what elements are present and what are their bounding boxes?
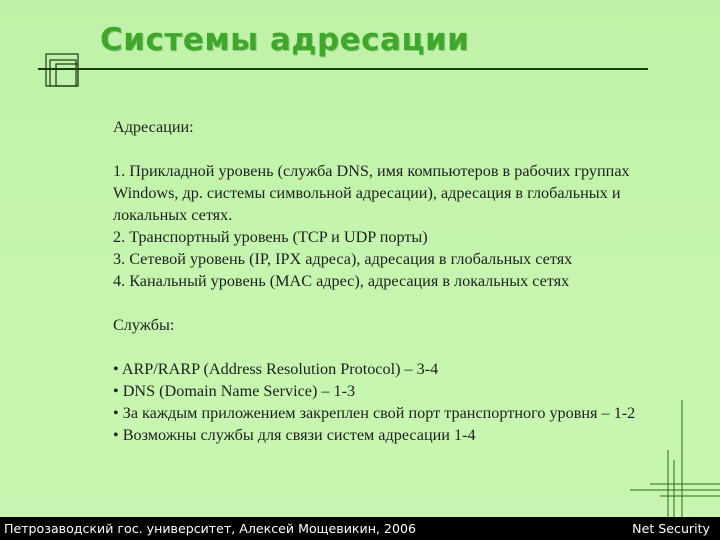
slide-title: Системы адресации bbox=[100, 22, 470, 58]
level-item: 2. Транспортный уровень (TCP и UDP порты) bbox=[113, 228, 428, 246]
level-item: 3. Сетевой уровень (IP, IPX адреса), адресация в глобальных сетях bbox=[113, 250, 573, 268]
title-decoration bbox=[0, 0, 720, 120]
addressing-heading: Адресации: bbox=[113, 118, 194, 136]
spacer bbox=[113, 336, 653, 358]
level-item: 4. Канальный уровень (MAC адрес), адресация в локальных сетях bbox=[113, 272, 570, 290]
footer-course: Net Security bbox=[632, 521, 710, 536]
spacer bbox=[113, 292, 653, 314]
services-heading: Службы: bbox=[113, 316, 175, 334]
service-item: • Возможны службы для связи систем адресации 1-4 bbox=[113, 426, 476, 444]
service-item: • ARP/RARP (Address Resolution Protocol) – 3-4 bbox=[113, 360, 439, 378]
service-item: • DNS (Domain Name Service) – 1-3 bbox=[113, 382, 356, 400]
spacer bbox=[113, 138, 653, 160]
slide-body bbox=[113, 116, 653, 446]
footer-bar bbox=[0, 517, 720, 540]
service-item: • За каждым приложением закреплен свой порт транспортного уровня – 1-2 bbox=[113, 404, 636, 422]
level-item: 1. Прикладной уровень (служба DNS, имя компьютеров в рабочих группах Windows, др. системы символьной адресации), адресация в глобальных и локальных сетях. bbox=[113, 162, 630, 224]
footer-credit: Петрозаводский гос. университет, Алексей Мощевикин, 2006 bbox=[4, 521, 416, 536]
